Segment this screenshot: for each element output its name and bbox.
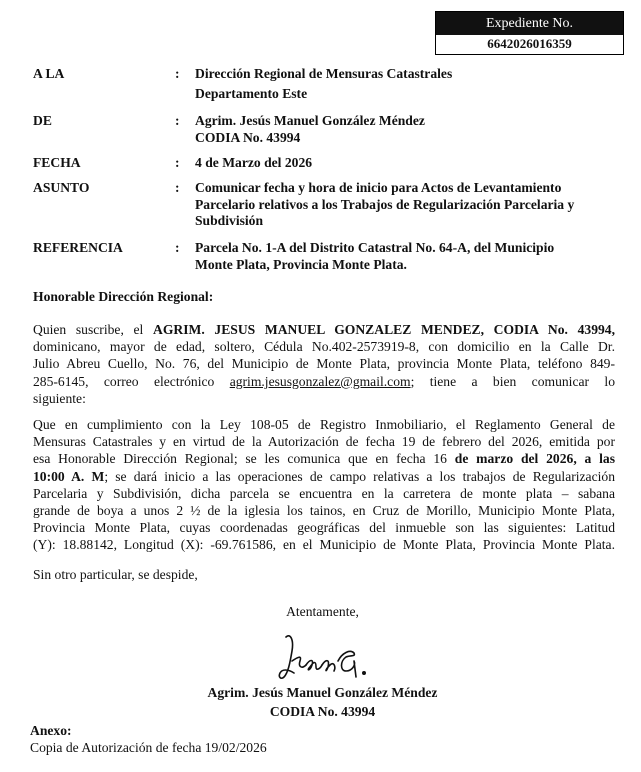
header-label-asunto: ASUNTO: [33, 180, 90, 195]
paragraph-line: Mensuras Catastrales y en virtud de la Autorización de fecha 19 de febrero del 2026, emitida por: [33, 434, 615, 450]
text-run: Quien suscribe, el: [33, 322, 153, 337]
expediente-box: [435, 11, 624, 55]
text-run: ; tiene a bien comunicar lo: [410, 373, 615, 389]
paragraph-line: [33, 373, 615, 390]
anexo-text: Copia de Autorización de fecha 19/02/2026: [30, 740, 267, 755]
header-line: Comunicar fecha y hora de inicio para Actos de Levantamiento: [195, 180, 562, 195]
paragraph-line: siguiente:: [33, 390, 86, 406]
header-value-asunto: [195, 180, 625, 230]
header-label-de: DE: [33, 113, 52, 128]
atentamente-text: Atentamente,: [286, 604, 359, 619]
bold-text-run: de marzo del 2026, a las: [454, 451, 615, 467]
handwritten-signature: [276, 631, 386, 683]
bold-text-run: AGRIM. JESUS MANUEL GONZALEZ MENDEZ, CODIA No. 43994,: [153, 322, 615, 337]
text-run: 285-6145, correo electrónico: [33, 373, 230, 389]
header-label-fecha: FECHA: [33, 155, 81, 170]
bold-text-run: 10:00 A. M: [33, 468, 105, 484]
header-value-referencia: [195, 240, 625, 273]
header-line: Subdivisión: [195, 213, 264, 228]
salutation: Honorable Dirección Regional:: [33, 289, 214, 304]
header-colon: :: [175, 66, 180, 81]
header-value-fecha: [195, 155, 625, 172]
header-line: Departamento Este: [195, 85, 308, 101]
header-value-de: [195, 113, 625, 146]
header-colon: :: [175, 113, 180, 128]
paragraph-line: Julio Abreu Cuello, No. 76, del Municipio de Monte Plata, provincia Monte Plata, teléfono 849-: [33, 356, 615, 372]
header-line: Dirección Regional de Mensuras Catastrales: [195, 66, 453, 81]
paragraph-line: [33, 321, 615, 338]
paragraph-line: dominicano, mayor de edad, soltero, Cédula No.402-2573919-8, con domicilio en la Calle Dr.: [33, 339, 615, 355]
paragraph-line: grande de boya a unos 2 ½ de la iglesia los tainos, en Cruz de Morillo, Municipio Monte Plata,: [33, 503, 615, 519]
expediente-number: 6642026016359: [487, 36, 572, 51]
text-run: ; se dará inicio a las operaciones de campo relativas a los trabajos de Regularización: [104, 468, 615, 484]
header-line: Agrim. Jesús Manuel González Méndez: [195, 113, 425, 128]
paragraph-line: (Y): 18.88142, Longitud (X): -69.761586, en el Municipio de Monte Plata, Provincia Monte Plata.: [33, 537, 615, 553]
paragraph-line: Que en cumplimiento con la Ley 108-05 de Registro Inmobiliario, el Reglamento General de: [33, 417, 615, 432]
expediente-label: Expediente No.: [436, 12, 623, 35]
header-line: Monte Plata, Provincia Monte Plata.: [195, 256, 407, 272]
header-line: CODIA No. 43994: [195, 129, 301, 145]
header-value-a-la: [195, 66, 625, 102]
body-paragraph-1: [33, 321, 615, 407]
email-link[interactable]: agrim.jesusgonzalez@gmail.com: [229, 373, 411, 389]
header-line: 4 de Marzo del 2026: [195, 155, 313, 170]
header-label-referencia: REFERENCIA: [33, 240, 123, 255]
text-run: esa Honorable Dirección Regional; se les comunica que en fecha 16: [33, 451, 455, 467]
header-colon: :: [175, 180, 180, 195]
paragraph-line: Parcelaria y Subdivisión, dicha parcela se encuentra en la carretera de monte plata – sabana: [33, 485, 615, 501]
header-line: Parcela No. 1-A del Distrito Catastral No. 64-A, del Municipio: [195, 240, 555, 255]
header-line: Parcelario relativos a los Trabajos de Regularización Parcelaria y: [195, 196, 575, 212]
body-paragraph-2: [33, 416, 615, 554]
header-colon: :: [175, 240, 180, 255]
signer-name: Agrim. Jesús Manuel González Méndez: [207, 685, 438, 700]
header-colon: :: [175, 155, 180, 170]
signer-codia: CODIA No. 43994: [269, 704, 376, 719]
header-label-a-la: A LA: [33, 66, 65, 81]
paragraph-line: [33, 450, 615, 467]
paragraph-line: [33, 468, 615, 485]
closing-text: Sin otro particular, se despide,: [33, 567, 198, 582]
paragraph-line: Provincia Monte Plata, cuyas coordenadas geográficas del inmueble son las siguientes: Latitud: [33, 520, 615, 536]
anexo-title: Anexo:: [30, 723, 72, 738]
